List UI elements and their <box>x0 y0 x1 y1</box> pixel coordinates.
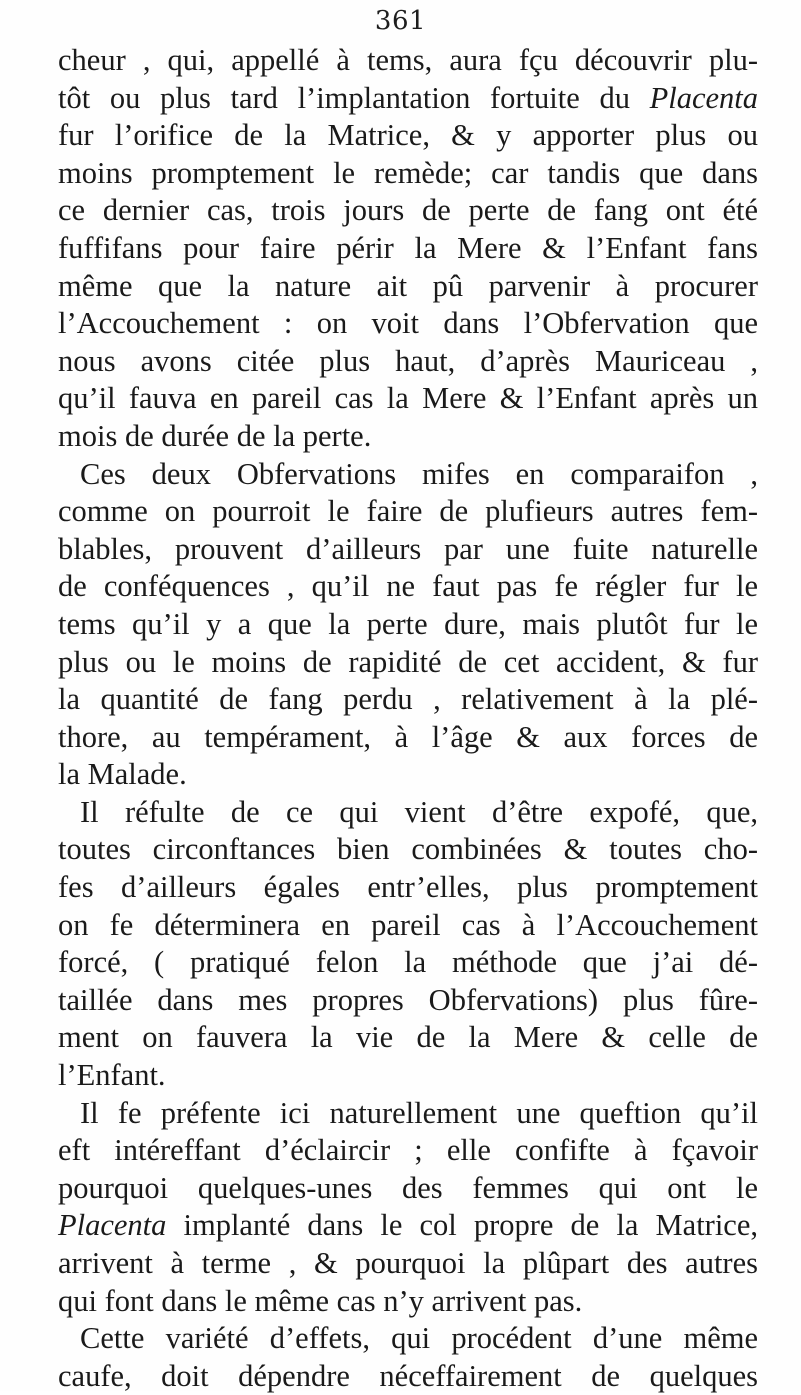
text-line: comme on pourroit le faire de plufieurs autres fem- <box>58 494 758 529</box>
text-line: nous avons citée plus haut, d’après Mauriceau , <box>58 343 758 378</box>
text-line: tôt ou plus tard l’implantation fortuite du Placenta <box>58 80 758 115</box>
text-line: fuffifans pour faire périr la Mere & l’Enfant fans <box>58 230 758 265</box>
text-line: de conféquences , qu’il ne faut pas fe régler fur le <box>58 569 758 604</box>
text-line: l’Enfant. <box>58 1058 166 1093</box>
text-line: on fe déterminera en pareil cas à l’Accouchement <box>58 907 758 942</box>
text-line: plus ou le moins de rapidité de cet accident, & fur <box>58 644 758 679</box>
text-line: même que la nature ait pû parvenir à procurer <box>58 268 758 303</box>
text-line: la quantité de fang perdu , relativement à la plé- <box>58 682 758 717</box>
text-line: ment on fauvera la vie de la Mere & celle de <box>58 1020 758 1055</box>
text-line: moins promptement le remède; car tandis que dans <box>58 155 758 190</box>
text-line: blables, prouvent d’ailleurs par une fuite naturelle <box>58 531 758 566</box>
text-line: pourquoi quelques-unes des femmes qui ont le <box>58 1170 758 1205</box>
page-number: 361 <box>374 6 427 36</box>
text-line: l’Accouchement : on voit dans l’Obfervation que <box>58 306 758 341</box>
text-line: Il réfulte de ce qui vient d’être expofé, que, <box>80 794 758 829</box>
text-line: Cette variété d’effets, qui procédent d’une même <box>80 1321 758 1356</box>
text-line: qu’il fauva en pareil cas la Mere & l’Enfant après un <box>58 381 758 416</box>
text-line: Ces deux Obfervations mifes en comparaifon , <box>80 456 758 491</box>
text-line: fes d’ailleurs égales entr’elles, plus promptement <box>58 870 758 905</box>
text-line: arrivent à terme , & pourquoi la plûpart des autres <box>58 1246 758 1280</box>
text-line: forcé, ( pratiqué felon la méthode que j’ai dé- <box>58 945 758 980</box>
text-line: mois de durée de la perte. <box>58 418 372 453</box>
body-text <box>58 42 758 1395</box>
text-line: caufe, doit dépendre néceffairement de quelques <box>58 1358 758 1393</box>
text-line: tems qu’il y a que la perte dure, mais plutôt fur le <box>58 606 758 641</box>
text-line: cheur , qui, appellé à tems, aura fçu découvrir plu- <box>58 43 758 77</box>
text-line: toutes circonftances bien combinées & toutes cho- <box>58 832 758 867</box>
text-line: taillée dans mes propres Obfervations) plus fûre- <box>58 982 758 1017</box>
text-line: eft intéreffant d’éclaircir ; elle confifte à fçavoir <box>58 1133 758 1168</box>
text-line: Placenta implanté dans le col propre de la Matrice, <box>58 1208 758 1243</box>
text-line: thore, au tempérament, à l’âge & aux forces de <box>58 719 758 754</box>
text-line: Il fe préfente ici naturellement une queftion qu’il <box>80 1095 758 1130</box>
text-line: fur l’orifice de la Matrice, & y apporter plus ou <box>58 118 758 153</box>
text-line: qui font dans le même cas n’y arrivent pas. <box>58 1283 583 1318</box>
text-line: ce dernier cas, trois jours de perte de fang ont été <box>58 193 758 228</box>
text-line: la Malade. <box>58 757 187 792</box>
